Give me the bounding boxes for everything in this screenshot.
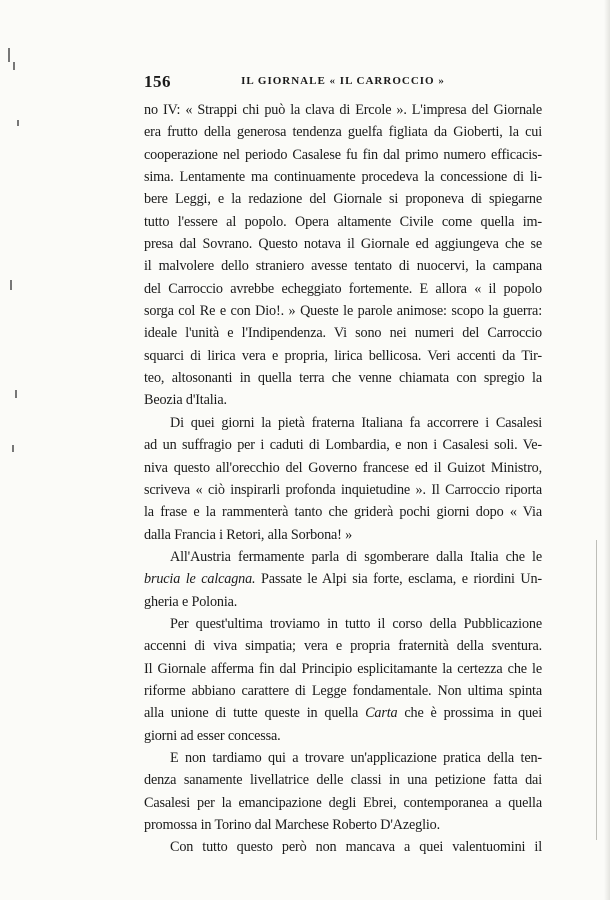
- text-line: gheria e Polonia.: [144, 593, 238, 610]
- text-line: E non tardiamo qui a trovare un'applicazione pratica della ten-: [170, 749, 542, 766]
- text-line: Di quei giorni la pietà fraterna Italiana fa accorrere i Casalesi: [170, 414, 542, 431]
- italic-phrase: brucia le calcagna.: [144, 571, 256, 588]
- text-line: accenni di viva simpatia; vera e propria fraternità della sventura.: [144, 638, 542, 655]
- text-line: tutto l'essere al popolo. Opera altamente Civile come quella im-: [144, 213, 542, 230]
- running-head: IL GIORNALE « IL CARROCCIO »: [241, 75, 445, 87]
- margin-mark: [12, 445, 14, 452]
- page-header: [144, 72, 542, 94]
- text-line: teo, altosonanti in quella terra che venne chiamata con spregio la: [144, 370, 542, 387]
- text-line: riforme abbiano carattere di Legge fondamentale. Non ultima spinta: [144, 682, 542, 699]
- page-number: 156: [144, 72, 171, 91]
- text-line: no IV: « Strappi chi può la clava di Ercole ». L'impresa del Giornale: [144, 102, 542, 118]
- text-line: bere Leggi, e la redazione del Giornale si proponeva di spiegarne: [144, 191, 542, 208]
- text-line: Beozia d'Italia.: [144, 392, 227, 409]
- text-line: presa dal Sovrano. Questo notava il Giornale ed aggiungeva che se: [144, 236, 542, 253]
- text-line: alla unione di tutte queste in quella Carta che è prossima in quei: [144, 705, 542, 722]
- text-line: Con tutto questo però non mancava a quei valentuomini il: [170, 839, 542, 856]
- text-line: dalla Francia i Retori, alla Sorbona! »: [144, 526, 353, 543]
- text-line: ideale l'unità e l'Indipendenza. Vi sono nei numeri del Carroccio: [144, 325, 542, 342]
- margin-mark: [15, 390, 17, 398]
- body-text: [144, 99, 542, 859]
- text-line: Per quest'ultima troviamo in tutto il corso della Pubblicazione: [170, 615, 542, 632]
- text-line: sima. Lentamente ma continuamente procedeva la concessione di li-: [144, 169, 542, 186]
- text-line: scriveva « ciò inspirarli profonda inquietudine ». Il Carroccio riporta: [144, 481, 542, 498]
- margin-mark: [13, 62, 15, 70]
- margin-mark: [17, 120, 19, 126]
- text-line: ad un suffragio per i caduti di Lombardia, e non i Casalesi soli. Ve-: [144, 437, 542, 454]
- text-line: sorga col Re e con Dio!. » Queste le parole animose: scopo la guerra:: [144, 303, 542, 320]
- text-line: giorni ad esser concessa.: [144, 727, 281, 744]
- text-line: brucia le calcagna. Passate le Alpi sia forte, esclama, e riordini Un-: [144, 571, 542, 588]
- page-edge: [604, 0, 610, 900]
- margin-mark: [596, 540, 597, 840]
- text-line: Il Giornale afferma fin dal Principio esplicitamante la certezza che le: [144, 660, 542, 677]
- text-line: squarci di lirica vera e propria, lirica bellicosa. Veri accenti da Tir-: [144, 347, 542, 364]
- text-line: il malvolere dello straniero avesse tentato di nuocervi, la campana: [144, 258, 542, 275]
- text-line: del Carroccio avrebbe echeggiato fortemente. E allora « il popolo: [144, 280, 542, 297]
- text-line: cooperazione nel periodo Casalese fu fin dal primo numero efficacis-: [144, 146, 542, 163]
- margin-mark: [8, 48, 10, 62]
- text-line: denza sanamente livellatrice delle classi in una petizione fatta dai: [144, 772, 542, 789]
- text-line: All'Austria fermamente parla di sgomberare dalla Italia che le: [170, 548, 542, 565]
- text-line: la frase e la rammenterà tanto che griderà pochi giorni dopo « Via: [144, 504, 542, 521]
- margin-mark: [10, 280, 12, 290]
- text-line: era frutto della generosa tendenza guelfa figliata da Gioberti, la cui: [144, 124, 542, 141]
- text-line: promossa in Torino dal Marchese Roberto D'Azeglio.: [144, 817, 441, 833]
- text-line: Casalesi per la emancipazione degli Ebrei, contemporanea a quella: [144, 794, 542, 811]
- italic-phrase: Carta: [365, 705, 398, 722]
- text-line: niva questo all'orecchio del Governo francese ed il Guizot Ministro,: [144, 459, 542, 476]
